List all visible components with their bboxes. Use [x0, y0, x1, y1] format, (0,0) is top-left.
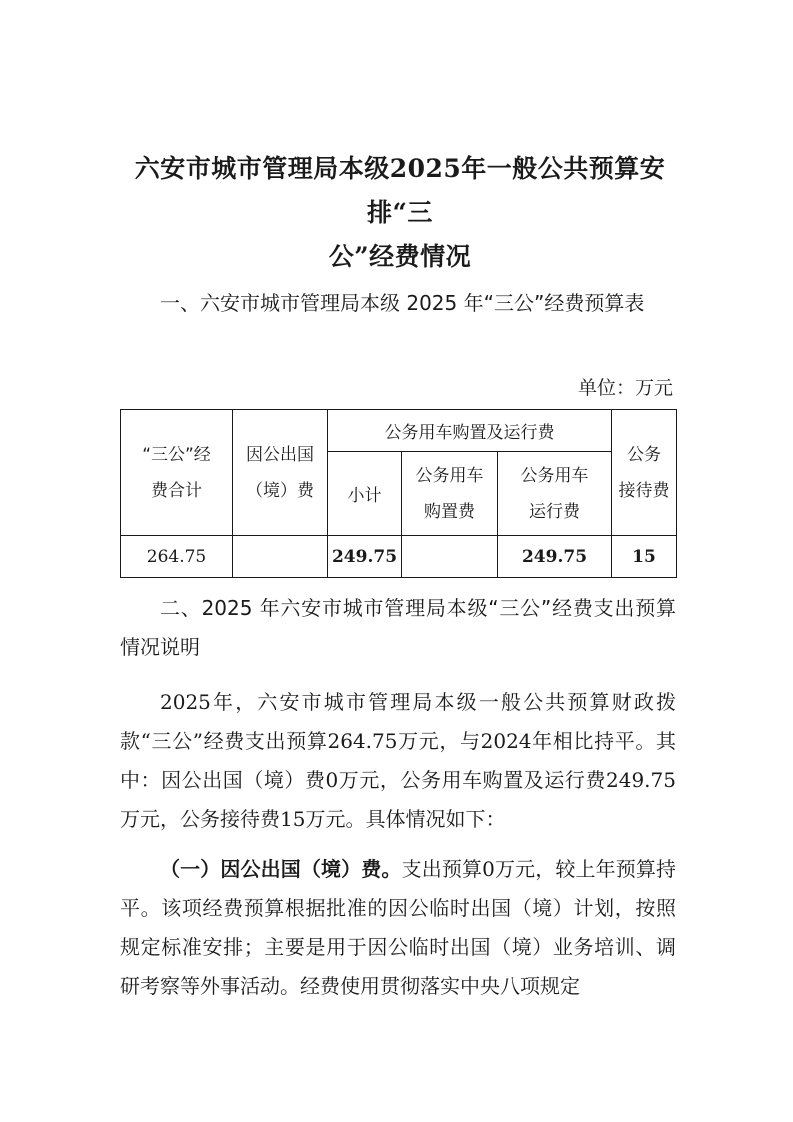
cell-total: 264.75	[121, 536, 233, 578]
section-1-heading: 一、六安市城市管理局本级 2025 年“三公”经费预算表	[160, 291, 645, 315]
title-line-1: 六安市城市管理局本级2025年一般公共预算安排“三	[134, 154, 666, 227]
header-vehicle-operation: 公务用车 运行费	[498, 452, 612, 536]
table-row	[121, 536, 677, 578]
paragraph-overseas-travel	[120, 850, 676, 1006]
cell-reception: 15	[612, 536, 677, 578]
paragraph-body: 支出预算0万元，较上年预算持平。该项经费预算根据批准的因公临时出国（境）计划，按照规定标准安排；主要是用于因公临时出国（境）业务培训、调研考察等外事活动。经费使用贯彻落实中央八项规定	[120, 857, 677, 998]
cell-overseas-travel	[233, 536, 328, 578]
title-line-2: 公”经费情况	[328, 242, 472, 271]
unit-label: 单位：万元	[577, 377, 673, 399]
header-subtotal: 小计	[328, 452, 402, 536]
cell-vehicle-operation: 249.75	[498, 536, 612, 578]
header-total: “三公”经 费合计	[121, 410, 233, 536]
header-vehicle-purchase: 公务用车 购置费	[402, 452, 498, 536]
cell-vehicle-purchase	[402, 536, 498, 578]
section-2-heading: 二、2025 年六安市城市管理局本级“三公”经费支出预算情况说明	[120, 596, 676, 659]
paragraph-summary: 2025年，六安市城市管理局本级一般公共预算财政拨款“三公”经费支出预算264.75万元，与2024年相比持平。其中：因公出国（境）费0万元，公务用车购置及运行费249.75万元，公务接待费15万元。具体情况如下：	[120, 690, 676, 831]
header-overseas-travel: 因公出国 （境）费	[233, 410, 328, 536]
paragraph-subheading: （一）因公出国（境）费。	[160, 857, 402, 881]
table-header-row-1	[121, 410, 677, 452]
document-title	[110, 147, 690, 279]
cell-subtotal: 249.75	[328, 536, 402, 578]
header-reception: 公务 接待费	[612, 410, 677, 536]
header-vehicle: 公务用车购置及运行费	[328, 410, 612, 452]
budget-table	[120, 409, 677, 578]
